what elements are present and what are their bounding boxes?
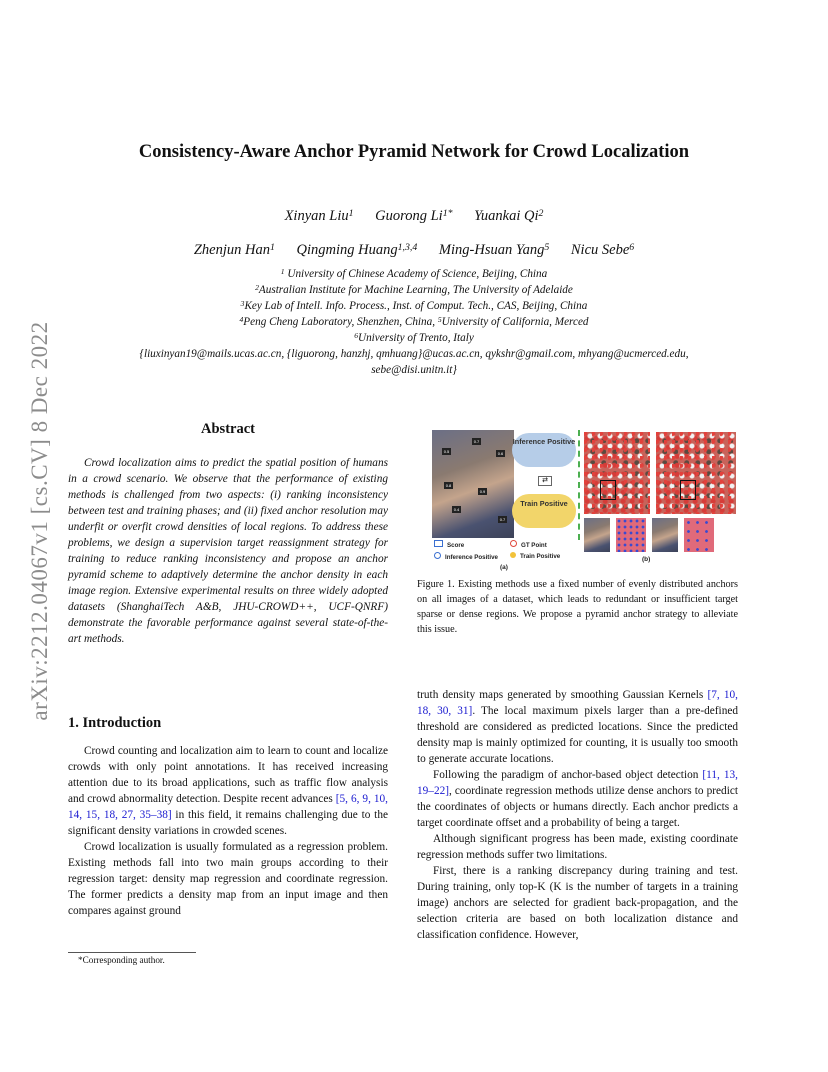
emails: {liuxinyan19@mails.ucas.ac.cn, {liguorong, hanzhj, qmhuang}@ucas.ac.cn, qykshr@gmail.com, mhyang@ucmerced.edu, [139,348,689,360]
author-row-1 [0,208,828,225]
paper-title: Consistency-Aware Anchor Pyramid Network for Crowd Localization [138,142,690,162]
figure-caption: Figure 1. Existing methods use a fixed number of evenly distributed anchors on all images of a dataset, which leads to redundant or insufficient target sparse or dense regions. We propose a pyramid anchor strategy to alleviate this issue. [417,579,738,635]
footnote-rule [68,952,196,953]
anchor-grid [616,518,646,552]
legend-score: Score [434,540,464,549]
author: Nicu Sebe$^6$ [570,241,635,258]
paragraph: First, there is a ranking discrepancy during training and test. During training, only top-K (K is the number of targets in a training image) anchors are selected for gradient back-propagation, and the selection criteria are based on both localization distance and classification confidence. However, [417,865,738,941]
paragraph: Crowd localization is usually formulated as a regression problem. Existing methods fall into two main groups according to their regression target: density map regression and coordinate regression. The former predicts a density map from an input image and then compares against ground [68,841,388,917]
train-positive-icon [510,552,516,558]
score-tag: 0.6 [497,451,504,456]
author: Qingming Huang$^{1,3,4}$ [296,241,418,258]
score-tag: 0.9 [479,489,486,494]
legend-train: Train Positive [510,552,560,560]
gt-point-icon [510,540,517,547]
focus-box [680,480,696,500]
citation-link[interactable]: [5, 6, 9, 10, 14, 15, 18, 27, 35–38] [68,793,389,821]
separator-dashed [578,430,580,540]
arxiv-stamp: arXiv:2212.04067v1 [cs.CV] 8 Dec 2022 [27,321,52,721]
paragraph: Following the paradigm of anchor-based object detection [11, 13, 19–22], coordinate regression methods utilize dense anchors to predict the coordinates of objects or humans directly. Each anchor predicts a target coordinate offset and a probability of being a target. [417,769,738,829]
intro-right-column [417,687,738,943]
footnote: *Corresponding author. [78,955,165,965]
score-tag: 0.8 [445,483,452,488]
score-tag: 0.4 [453,507,460,512]
abstract-body: Crowd localization aims to predict the spatial position of humans in a crowd scenario. We observe that the performance of existing methods is challenged from two aspects: (i) ranking inconsistency between test and training phases; and (ii) fixed anchor resolution may underfit or overfit crowd densities of local regions. To address these problems, we design a supervision target reassignment strategy for training to reduce ranking inconsistency and propose an anchor pyramid scheme to adaptively determine the anchor density in each image region. Extensive experimental results on three widely adopted datasets (ShanghaiTech A&B, JHU-CROWD++, UCF-QNRF) demonstrate the favorable performance against several state-of-the-art methods. [68,457,388,645]
affiliation: $^2$Australian Institute for Machine Learning, The University of Adelaide [255,282,573,296]
focus-box [600,480,616,500]
score-tag: 0.7 [473,439,480,444]
subfigure-label-b: (b) [642,556,651,563]
affiliations [0,266,828,378]
author-row-2 [0,242,828,259]
train-positive-cloud: Train Positive [512,494,576,528]
affiliation: $^1$ University of Chinese Academy of Science, Beijing, China [280,266,548,280]
crowd-image-b2 [656,432,736,514]
citation-link[interactable]: [7, 10, 18, 30, 31] [417,689,738,717]
score-tag: 0.7 [499,517,506,522]
crowd-image-b1 [584,432,650,514]
zoom-crop [652,518,678,552]
intro-left-column [68,743,388,919]
affiliation: $^3$Key Lab of Intell. Info. Process., Inst. of Comput. Tech., CAS, Beijing, China [240,298,588,312]
score-tag: 0.5 [443,449,450,454]
author: Xinyan Liu$^1$ [284,207,354,224]
abstract-heading: Abstract [201,421,255,437]
author: Yuankai Qi$^2$ [474,207,544,224]
affiliation: $^4$Peng Cheng Laboratory, Shenzhen, China, $^5$University of California, Merced [239,314,589,328]
paragraph: Crowd counting and localization aim to learn to count and localize crowds with only point annotations. It has received increasing attention due to its broad applications, such as traffic flow analysis and crowd abnormality detection. Despite recent advances [5, 6, 9, 10, 14, 15, 18, 27, 35–38] in this field, it remains challenging due to the significant density variations in crowded scenes. [68,745,389,837]
score-icon [434,540,443,547]
anchor-grid [684,518,714,552]
zoom-crop [584,518,610,552]
author: Guorong $Li^{1*}$ [375,207,453,224]
paragraph: truth density maps generated by smoothing Gaussian Kernels [7, 10, 18, 30, 31]. The local maximum pixels larger than a pre-defined threshold are considered as predicted locations. Since the predicted density map is mainly optimized for counting, it is usually too smooth to generate accurate locations. [417,689,739,765]
inference-positive-icon [434,552,441,559]
subfigure-label-a: (a) [500,564,508,571]
author: Ming-Hsuan Yang$^5$ [438,241,550,258]
author: Zhenjun Han$^1$ [193,241,275,258]
paragraph: Although significant progress has been made, existing coordinate regression methods suffer two limitations. [417,833,738,861]
legend-inference: Inference Positive [434,552,498,561]
swap-icon: ⇄ [538,476,552,486]
legend-gt: GT Point [510,540,547,549]
section-heading-introduction: 1. Introduction [68,715,162,731]
crowd-photo-a [432,430,514,538]
emails: sebe@disi.unitn.it} [371,364,457,376]
citation-link[interactable]: [11, 13, 19–22] [417,769,738,797]
affiliation: $^6$University of Trento, Italy [354,330,474,344]
inference-positive-cloud: Inference Positive [512,433,576,467]
figure-1 [428,428,740,573]
